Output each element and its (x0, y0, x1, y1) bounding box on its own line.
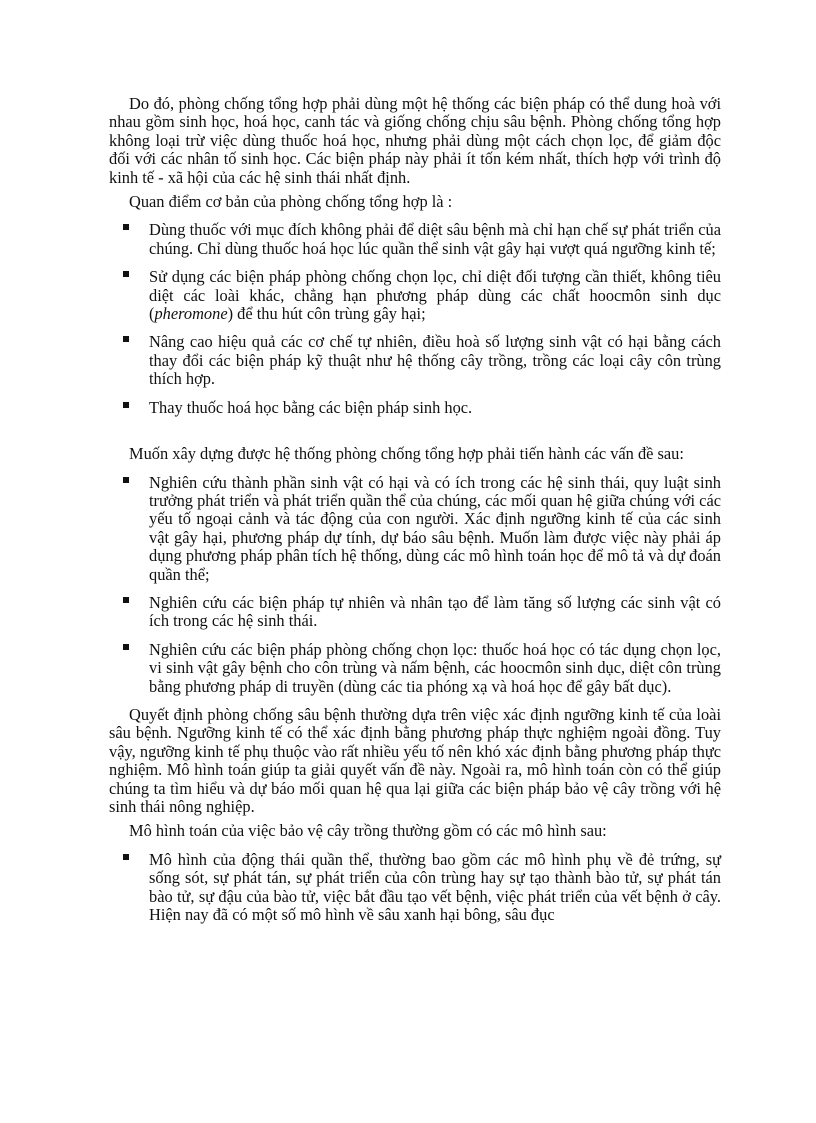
paragraph-build-system-heading: Muốn xây dựng được hệ thống phòng chống tổng hợp phải tiến hành các vấn đề sau: (129, 444, 684, 464)
list-item (109, 221, 721, 258)
square-bullet-icon (123, 271, 129, 277)
square-bullet-icon (123, 477, 129, 483)
paragraph-integrated-control-definition: Do đó, phòng chống tổng hợp phải dùng một hệ thống các biện pháp có thể dung hoà với nhau gồm sinh học, hoá học, canh tác và giống chống chịu sâu bệnh. Phòng chống tổng hợp không loại trừ việc dùng thuốc hoá học, nhưng phải dùng một cách chọn lọc, để giảm độc đối với các nhân tố sinh học. Các biện pháp này phải ít tốn kém nhất, thích hợp với trình độ kinh tế - xã hội của các hệ sinh thái nhất định. (109, 94, 721, 187)
list-item (109, 594, 721, 631)
list-item (109, 333, 721, 388)
document-page (109, 95, 721, 934)
paragraph-basic-viewpoint-heading: Quan điểm cơ bản của phòng chống tổng hợp là : (129, 192, 453, 212)
list-item-text: Dùng thuốc với mục đích không phải để diệt sâu bệnh mà chỉ hạn chế sự phát triển của chúng. Chỉ dùng thuốc hoá học lúc quần thể sinh vật gây hại vượt quá ngưỡng kinh tế; (149, 220, 721, 258)
pheromone-term: pheromone (154, 304, 228, 324)
square-bullet-icon (123, 402, 129, 408)
square-bullet-icon (123, 336, 129, 342)
list-item-text: Nghiên cứu thành phần sinh vật có hại và có ích trong các hệ sinh thái, quy luật sinh trưởng phát triển và phát triển quần thể của chúng, các mối quan hệ giữa chúng với các yếu tố ngoại cảnh và tác động của con người. Xác định ngưỡng kinh tế của các sinh vật gây hại, phương pháp dự tính, dự báo sâu bệnh. Muốn làm được việc này phải áp dụng phương pháp phân tích hệ thống, dùng các mô hình toán học để mô tả và dự đoán quần thể; (149, 472, 721, 584)
square-bullet-icon (123, 224, 129, 230)
list-item-text: Nghiên cứu các biện pháp tự nhiên và nhân tạo để làm tăng số lượng các sinh vật có ích trong các hệ sinh thái. (149, 592, 721, 631)
list-item-text: Thay thuốc hoá học bằng các biện pháp sinh học. (149, 397, 473, 417)
basic-viewpoint-list (109, 221, 721, 417)
paragraph-economic-threshold: Quyết định phòng chống sâu bệnh thường dựa trên việc xác định ngưỡng kinh tế của loài sâu bệnh. Ngưỡng kinh tế có thể xác định bằng phương pháp thực nghiệm ngoài đồng. Tuy vậy, ngưỡng kinh tế phụ thuộc vào rất nhiều yếu tố nên khó xác định bằng phương pháp thực nghiệm. Mô hình toán giúp ta giải quyết vấn đề này. Ngoài ra, mô hình toán còn có thể giúp chúng ta tìm hiểu và dự báo mối quan hệ qua lại giữa các biện pháp bảo vệ cây trồng với hệ sinh thái nông nghiệp. (109, 704, 721, 816)
spacer (109, 427, 721, 445)
square-bullet-icon (123, 644, 129, 650)
square-bullet-icon (123, 854, 129, 860)
list-item-text: Nghiên cứu các biện pháp phòng chống chọn lọc: thuốc hoá học có tác dụng chọn lọc, vi sinh vật gây bệnh cho côn trùng và nấm bệnh, các hoocmôn sinh dục, diệt côn trùng bằng phương pháp di truyền (dùng các tia phóng xạ và hoá học để gây bất dục). (149, 639, 721, 696)
list-item (109, 641, 721, 696)
square-bullet-icon (123, 597, 129, 603)
list-item (109, 851, 721, 925)
paragraph-math-models-heading: Mô hình toán của việc bảo vệ cây trồng thường gồm có các mô hình sau: (129, 821, 607, 841)
math-models-list (109, 851, 721, 925)
list-item (109, 474, 721, 584)
build-system-list (109, 474, 721, 696)
list-item-text: Nâng cao hiệu quả các cơ chế tự nhiên, điều hoà số lượng sinh vật có hại bằng cách thay đổi các biện pháp kỹ thuật như hệ thống cây trồng, trồng các loại cây côn trùng thích hợp. (149, 332, 721, 389)
list-item (109, 268, 721, 323)
list-item (109, 399, 721, 417)
list-item-text: Mô hình của động thái quần thể, thường bao gồm các mô hình phụ về đẻ trứng, sự sống sót, sự phát tán, sự phát triển của côn trùng hay sự tạo thành bào tử, sự phát tán bào tử, sự đậu của bào tử, việc bắt đầu tạo vết bệnh, việc phát triển của vết bệnh ở cây. Hiện nay đã có một số mô hình về sâu xanh hại bông, sâu đục (149, 849, 721, 925)
list-item-text-after: ) để thu hút côn trùng gây hại; (227, 304, 426, 324)
list-item-text-before: Sử dụng các biện pháp phòng chống chọn lọc, chỉ diệt đối tượng cần thiết, không tiêu diệt các loài khác, chẳng hạn phương pháp dùng các chất hoocmôn sinh dục ( (149, 267, 721, 324)
